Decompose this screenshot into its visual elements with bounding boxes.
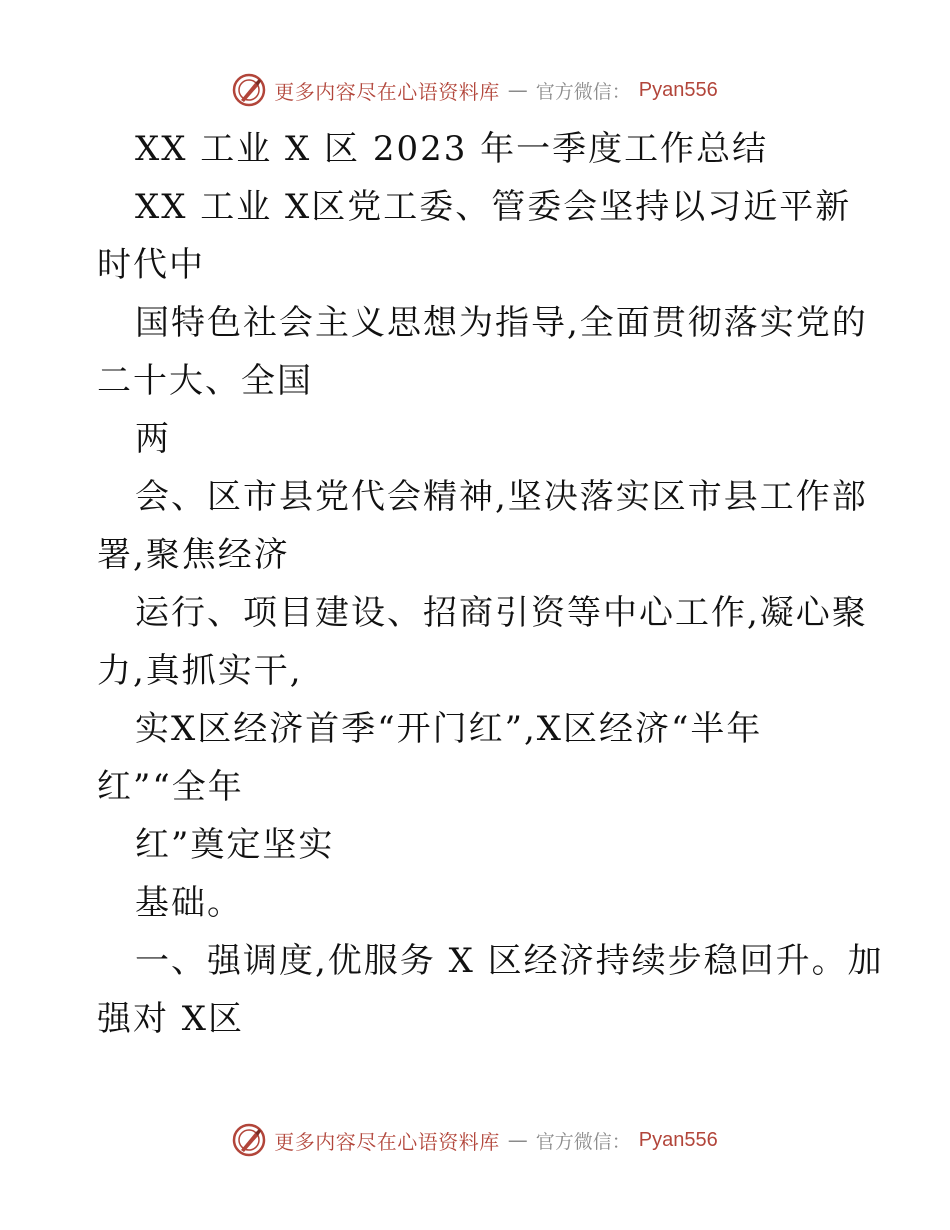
pen-nib-logo-icon [232, 73, 266, 107]
document-body [97, 120, 884, 1048]
text-line: 红”奠定坚实 [135, 825, 335, 865]
text-line: 运行、项目建设、招商引资等中心工作,凝心聚 [135, 593, 868, 633]
banner-slogan: 更多内容尽在心语资料库 [274, 79, 500, 104]
text-line: 力,真抓实干, [97, 651, 303, 691]
text-line: 强对 X区 [97, 999, 245, 1039]
header-banner [0, 70, 950, 110]
text-line: 实X区经济首季“开门红”,X区经济“半年 [135, 709, 763, 749]
text-line: 二十大、全国 [97, 361, 313, 401]
banner-dash: — [507, 78, 528, 102]
text-line: 两 [135, 419, 171, 459]
document-title: XX 工业 X 区 2023 年一季度工作总结 [135, 129, 769, 169]
banner-wechat-id: Pyan556 [638, 78, 718, 101]
text-line: 基础。 [135, 883, 243, 923]
text-line: 时代中 [97, 245, 205, 285]
text-line: 署,聚焦经济 [97, 535, 290, 575]
footer-banner [0, 1120, 950, 1160]
pen-nib-logo-icon [232, 1123, 266, 1157]
text-line: 会、区市县党代会精神,坚决落实区市县工作部 [135, 477, 868, 517]
banner-slogan: 更多内容尽在心语资料库 [274, 1129, 500, 1154]
section-heading-line: 一、强调度,优服务 X 区经济持续步稳回升。加 [135, 941, 884, 981]
banner-wechat-id: Pyan556 [638, 1128, 718, 1151]
text-line: XX 工业 X区党工委、管委会坚持以习近平新 [135, 187, 852, 227]
text-line: 国特色社会主义思想为指导,全面贯彻落实党的 [135, 303, 868, 343]
text-line: 红”“全年 [97, 767, 244, 807]
banner-wechat-label: 官方微信： [535, 1130, 631, 1153]
banner-wechat-label: 官方微信： [535, 80, 631, 103]
banner-dash: — [507, 1128, 528, 1152]
